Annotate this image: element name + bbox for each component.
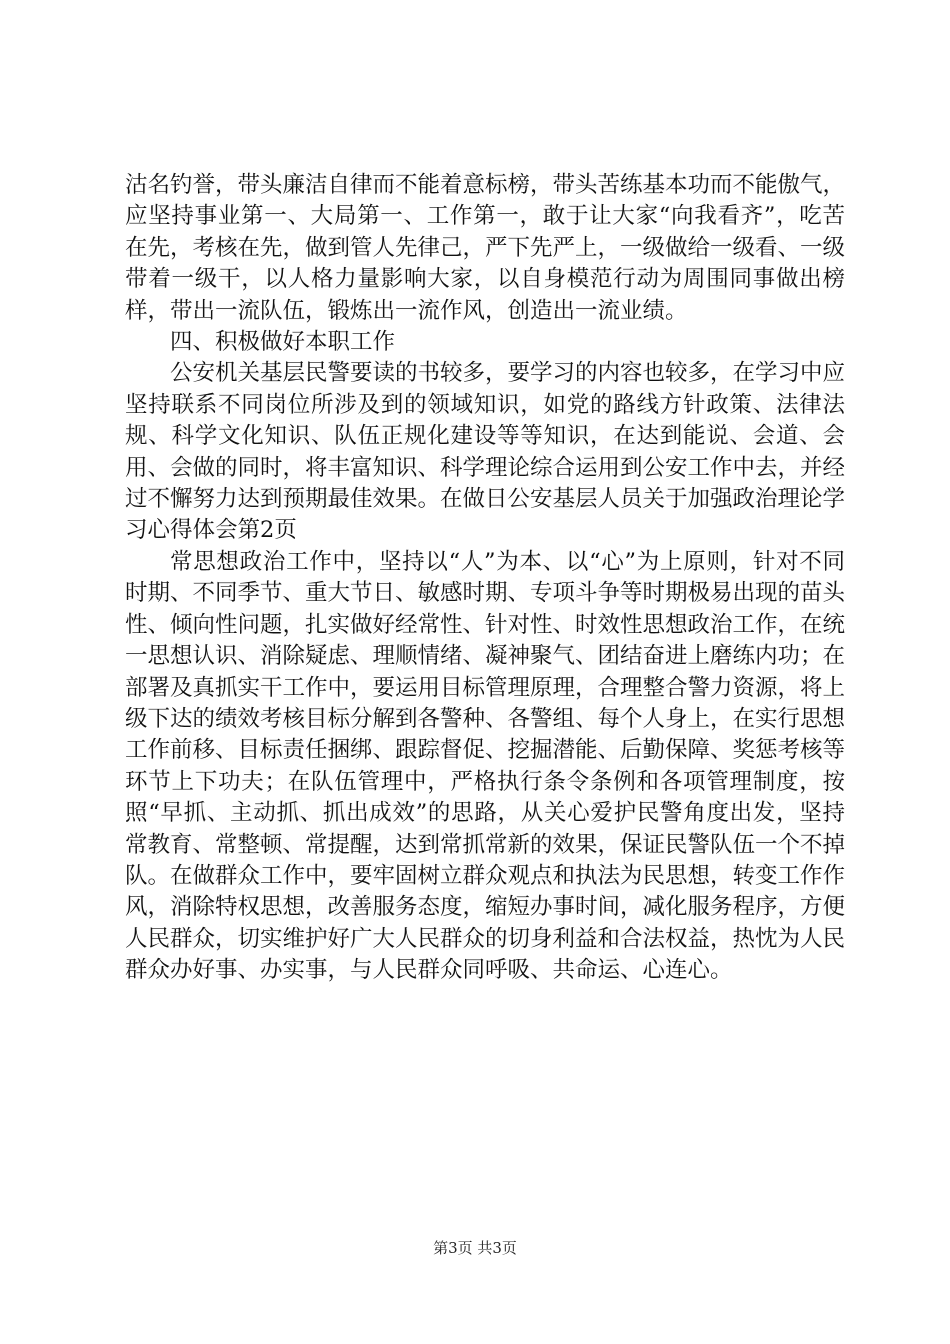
section-heading: 四、积极做好本职工作 <box>170 329 396 356</box>
document-body <box>125 170 845 987</box>
paragraph-3: 常思想政治工作中，坚持以“人”为本、以“心”为上原则，针对不同时期、不同季节、重大节日、敏感时期、专项斗争等时期极易出现的苗头性、倾向性问题，扎实做好经常性、针对性、时效性思想政治工作，在统一思想认识、消除疑虑、理顺情绪、凝神聚气、团结奋进上磨练内功；在部署及真抓实干工作中，要运用目标管理原理，合理整合警力资源，将上级下达的绩效考核目标分解到各警种、各警组、每个人身上，在实行思想工作前移、目标责任捆绑、跟踪督促、挖掘潜能、后勤保障、奖惩考核等环节上下功夫；在队伍管理中，严格执行条令条例和各项管理制度，按照“早抓、主动抓、抓出成效”的思路，从关心爱护民警角度出发，坚持常教育、常整顿、常提醒，达到常抓常新的效果，保证民警队伍一个不掉队。在做群众工作中，要牢固树立群众观点和执法为民思想，转变工作作风，消除特权思想，改善服务态度，缩短办事时间，减化服务程序，方便人民群众，切实维护好广大人民群众的切身利益和合法权益，热忱为人民群众办好事、办实事，与人民群众同呼吸、共命运、心连心。 <box>125 548 846 984</box>
page-footer: 第3页 共3页 <box>433 1239 517 1257</box>
paragraph-1: 沽名钓誉，带头廉洁自律而不能着意标榜，带头苦练基本功而不能傲气，应坚持事业第一、大局第一、工作第一，敢于让大家“向我看齐”，吃苦在先，考核在先，做到管人先律己，严下先严上，一级做给一级看、一级带着一级干，以人格力量影响大家，以自身模范行动为周围同事做出榜样，带出一流队伍，锻炼出一流作风，创造出一流业绩。 <box>125 172 846 324</box>
paragraph-2: 公安机关基层民警要读的书较多，要学习的内容也较多，在学习中应坚持联系不同岗位所涉及到的领域知识，如党的路线方针政策、法律法规、科学文化知识、队伍正规化建设等等知识，在达到能说、会道、会用、会做的同时，将丰富知识、科学理论综合运用到公安工作中去，并经过不懈努力达到预期最佳效果。在做日公安基层人员关于加强政治理论学习心得体会第2页 <box>125 360 846 544</box>
